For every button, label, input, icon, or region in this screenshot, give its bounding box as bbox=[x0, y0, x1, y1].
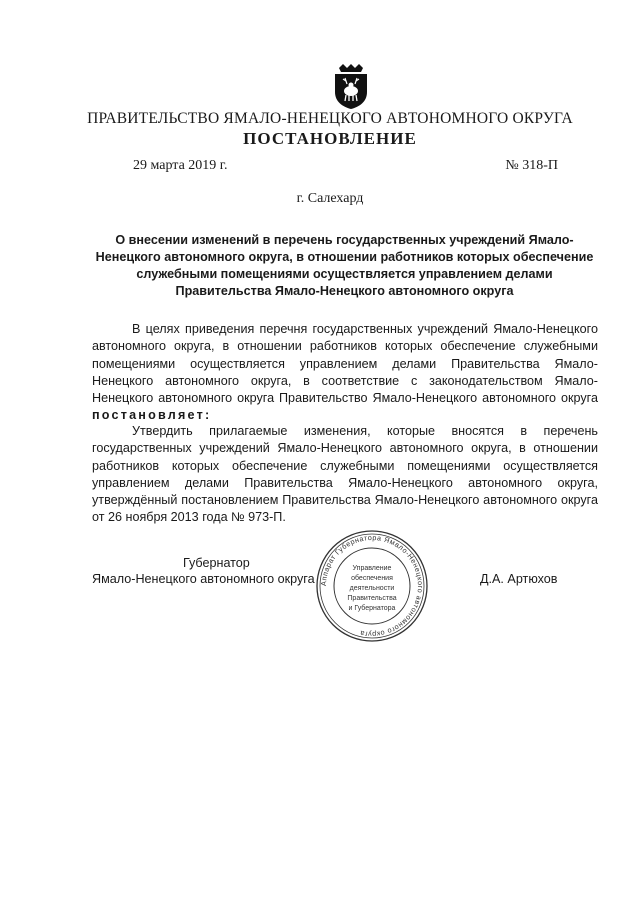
official-stamp bbox=[314, 528, 430, 644]
organization-title: ПРАВИТЕЛЬСТВО ЯМАЛО-НЕНЕЦКОГО АВТОНОМНОГО ОКРУГА bbox=[87, 110, 573, 127]
document-number: № 318-П bbox=[505, 158, 558, 173]
stamp-line-5: и Губернатора bbox=[348, 605, 396, 612]
signatory-organization: Ямало-Ненецкого автономного округа bbox=[92, 572, 315, 586]
stamp-outer-text: Аппарат Губернатора Ямало-Ненецкого автономного округа bbox=[318, 532, 426, 640]
document-type: ПОСТАНОВЛЕНИЕ bbox=[243, 129, 417, 148]
signatory-title: Губернатор bbox=[183, 556, 250, 570]
coat-of-arms-emblem bbox=[331, 62, 371, 110]
paragraph-resolution: Утвердить прилагаемые изменения, которые вносятся в перечень государственных учреждений Ямало-Ненецкого автономного округа, в отношении работников которых обеспечение служебными помещениями осуществляется управлением делами Правительства Ямало-Ненецкого автономного округа, утверждённый постановлением Правительства Ямало-Ненецкого автономного округа от 26 ноября 2013 года № 973-П. bbox=[92, 424, 598, 525]
stamp-line-2: обеспечения bbox=[351, 575, 393, 582]
paragraph-preamble-text: В целях приведения перечня государственных учреждений Ямало-Ненецкого автономного округа, в отношении работников которых обеспечение служебными помещениями осуществляется управлением делами Правительства Ямало-Ненецкого автономного округа, в соответствие с законодательством Ямало-Ненецкого автономного округа Правительство Ямало-Ненецкого автономного округа bbox=[92, 322, 598, 406]
resolution-keyword: постановляет: bbox=[92, 408, 212, 423]
stamp-line-1: Управление bbox=[352, 565, 392, 572]
document-date: 29 марта 2019 г. bbox=[133, 158, 228, 173]
paragraph-preamble bbox=[92, 321, 598, 425]
signatory-name: Д.А. Артюхов bbox=[480, 572, 558, 586]
stamp-line-4: Правительства bbox=[347, 595, 397, 602]
stamp-line-3: деятельности bbox=[349, 585, 395, 592]
document-city: г. Салехард bbox=[296, 191, 364, 206]
document-heading: О внесении изменений в перечень государственных учреждений Ямало-Ненецкого автономного округа, в отношении работников которых обеспечение служебными помещениями осуществляется управлением делами Правительства Ямало-Ненецкого автономного округа bbox=[95, 233, 594, 298]
